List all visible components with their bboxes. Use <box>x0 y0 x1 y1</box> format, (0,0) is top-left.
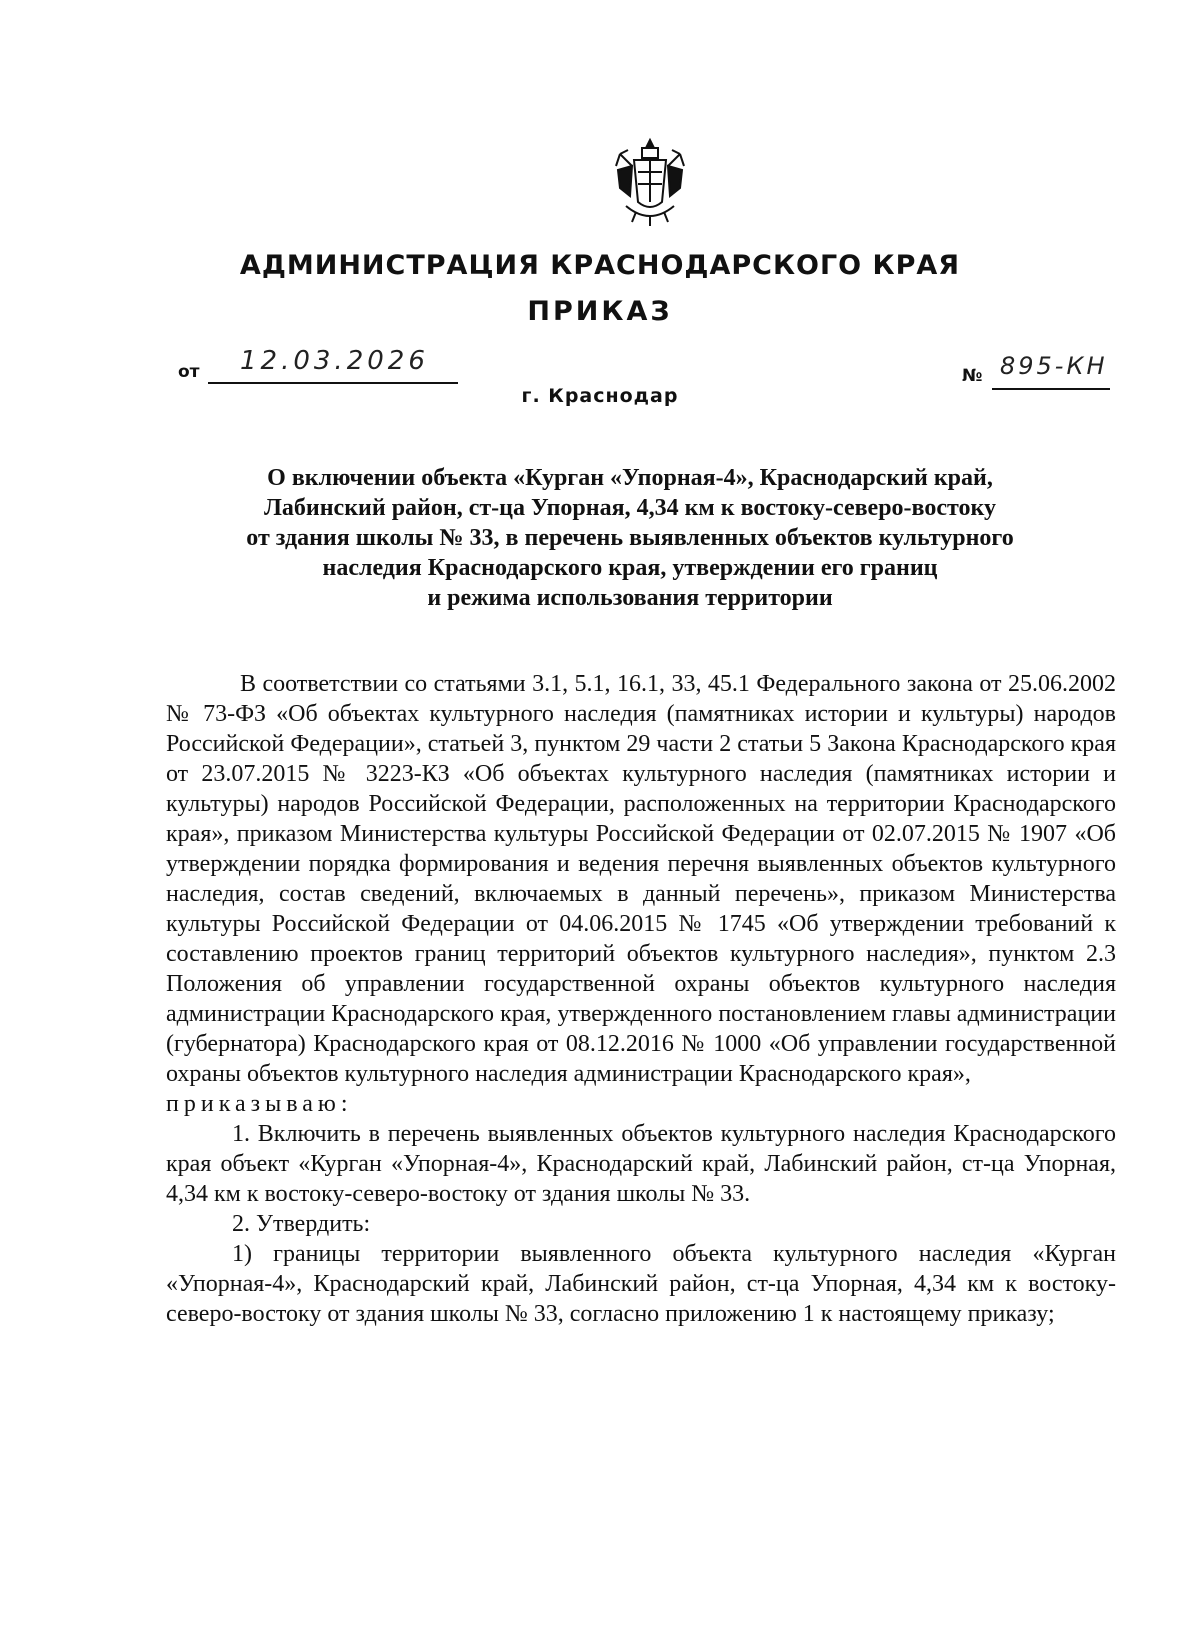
city: г. Краснодар <box>521 385 679 407</box>
title-line: и режима использования территории <box>427 585 833 611</box>
preamble-paragraph: В соответствии со статьями 3.1, 5.1, 16.1, 33, 45.1 Федерального закона от 25.06.2002 № 73-ФЗ «Об объектах культурного наследия (памятниках истории и культуры) народов Российской Федерации», статьей 3, пунктом 29 части 2 статьи 5 Закона Краснодарского края от 23.07.2015 № 3223-КЗ «Об объектах культурного наследия (памятниках истории и культуры) народов Российской Федерации, расположенных на территории Краснодарского края», приказом Министерства культуры Российской Федерации от 02.07.2015 № 1907 «Об утверждении порядка формирования и ведения перечня выявленных объектов культурного наследия, состав сведений, включаемых в данный перечень», приказом Министерства культуры Российской Федерации от 04.06.2015 № 1745 «Об утверждении требований к составлению проектов границ территорий объектов культурного наследия», пунктом 2.3 Положения об управлении государственной охраны объектов культурного наследия администрации Краснодарского края, утвержденного постановлением главы администрации (губернатора) Краснодарского края от 08.12.2016 № 1000 «Об управлении государственной охраны объектов культурного наследия администрации Краснодарского края», <box>166 671 1116 1087</box>
date-value: 12.03.2026 <box>240 346 429 376</box>
date-label: от <box>178 362 200 382</box>
order-word: приказываю: <box>166 1091 353 1117</box>
item-2: 2. Утвердить: <box>232 1211 371 1237</box>
document-body <box>166 669 1116 1329</box>
document-type: ПРИКАЗ <box>527 296 673 327</box>
number-value: 895-КН <box>1000 352 1108 380</box>
item-1: 1. Включить в перечень выявленных объектов культурного наследия Краснодарского края объект «Курган «Упорная-4», Краснодарский край, Лабинский район, ст-ца Упорная, 4,34 км к востоку-северо-востоку от здания школы № 33. <box>166 1121 1116 1207</box>
item-2-1: 1) границы территории выявленного объекта культурного наследия «Курган «Упорная-4», Краснодарский край, Лабинский район, ст-ца Упорная, 4,34 км к востоку-северо-востоку от здания школы № 33, согласно приложению 1 к настоящему приказу; <box>166 1241 1116 1327</box>
coat-of-arms-icon <box>612 136 688 228</box>
organization-name: АДМИНИСТРАЦИЯ КРАСНОДАРСКОГО КРАЯ <box>239 250 961 281</box>
title-line: от здания школы № 33, в перечень выявленных объектов культурного <box>246 525 1014 551</box>
number-label: № <box>962 366 983 386</box>
document-title <box>190 463 1070 613</box>
title-line: наследия Краснодарского края, утверждении его границ <box>322 555 938 581</box>
title-line: Лабинский район, ст-ца Упорная, 4,34 км к востоку-северо-востоку <box>264 495 996 521</box>
title-line: О включении объекта «Курган «Упорная-4», Краснодарский край, <box>267 465 993 491</box>
